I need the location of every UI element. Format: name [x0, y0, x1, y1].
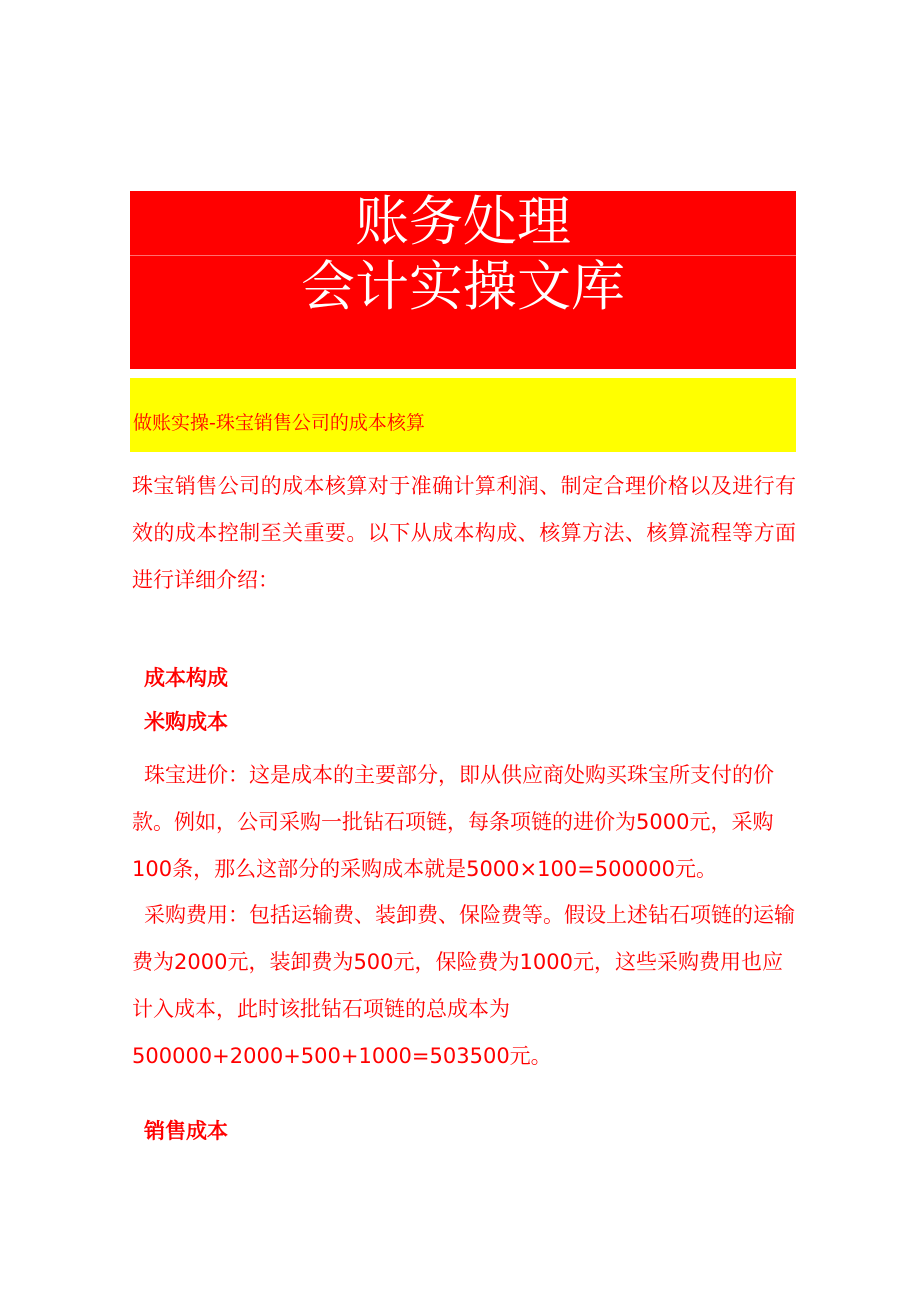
- subtitle-bar: [130, 378, 796, 452]
- heading-cost-composition: 成本构成: [144, 666, 228, 690]
- title-banner: [130, 191, 796, 369]
- banner-title-line-1: 账务处理: [355, 190, 571, 253]
- paragraph-purchase-price: 珠宝进价：这是成本的主要部分，即从供应商处购买珠宝所支付的价款。例如，公司采购一批钻石项链，每条项链的进价为5000元，采购100条，那么这部分的采购成本就是5000×100=500000元。: [132, 763, 774, 881]
- intro-paragraph: 珠宝销售公司的成本核算对于准确计算利润、制定合理价格以及进行有效的成本控制至关重要。以下从成本构成、核算方法、核算流程等方面进行详细介绍：: [132, 474, 796, 592]
- heading-sales-cost: 销售成本: [144, 1119, 228, 1143]
- banner-title-line-2: 会计实操文库: [301, 255, 625, 318]
- heading-purchase-cost: 米购成本: [144, 710, 228, 734]
- paragraph-purchase-fees: 采购费用：包括运输费、装卸费、保险费等。假设上述钻石项链的运输费为2000元，装卸费为500元，保险费为1000元，这些采购费用也应计入成本，此时该批钻石项链的总成本为500000+2000+500+1000=503500元。: [132, 903, 795, 1068]
- document-subtitle: 做账实操-珠宝销售公司的成本核算: [133, 412, 425, 434]
